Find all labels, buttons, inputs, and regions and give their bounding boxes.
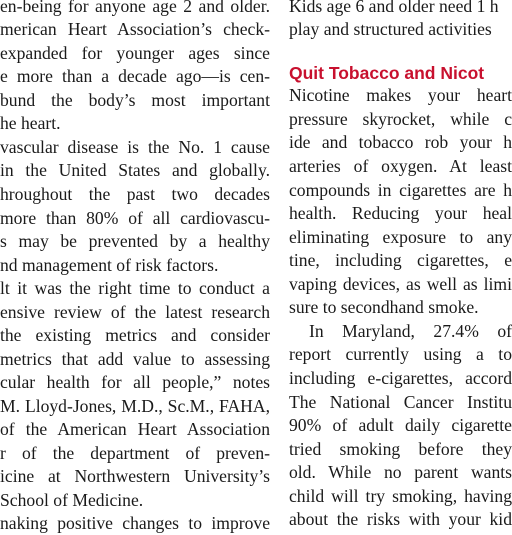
body-text-line: more than 80% of all cardiovascu- bbox=[0, 208, 270, 228]
body-text-line: merican Heart Association’s check- bbox=[0, 19, 270, 39]
body-text-line: tried smoking before they bbox=[289, 439, 512, 459]
body-text-line: en-being for anyone age 2 and older. bbox=[0, 0, 270, 16]
body-text-line: compounds in cigarettes are h bbox=[289, 180, 512, 200]
body-text-line: e more than a decade ago—is cen- bbox=[0, 66, 270, 86]
body-text-line: old. While no parent wants bbox=[289, 462, 512, 482]
body-text-line: vaping devices, as well as limi bbox=[289, 274, 512, 294]
body-text-line: in the United States and globally. bbox=[0, 160, 270, 180]
body-text-line: play and structured activities bbox=[289, 19, 492, 39]
body-text-line: ide and tobacco rob your h bbox=[289, 132, 512, 152]
body-text-line: the existing metrics and consider bbox=[0, 325, 270, 345]
body-text-line: cular health for all people,” notes bbox=[0, 372, 270, 392]
body-text-line: bund the body’s most important bbox=[0, 90, 270, 110]
body-text-line: sure to secondhand smoke. bbox=[289, 297, 479, 317]
body-text-line: eliminating exposure to any bbox=[289, 227, 512, 247]
body-text-line: naking positive changes to improve bbox=[0, 513, 270, 533]
body-text-line: child will try smoking, having bbox=[289, 486, 512, 506]
body-text-line: about the risks with your kid bbox=[289, 509, 512, 529]
body-text-line: hroughout the past two decades bbox=[0, 184, 270, 204]
body-text-line: pressure skyrocket, while c bbox=[289, 109, 512, 129]
body-text-line: arteries of oxygen. At least bbox=[289, 156, 512, 176]
body-text-line: lt it was the right time to conduct a bbox=[0, 278, 270, 298]
body-text-line: s may be prevented by a healthy bbox=[0, 231, 270, 251]
body-text-line: 90% of adult daily cigarette bbox=[289, 415, 512, 435]
body-text-line: tine, including cigarettes, e bbox=[289, 250, 512, 270]
body-text-line: r of the department of preven- bbox=[0, 443, 270, 463]
body-text-line: health. Reducing your heal bbox=[289, 203, 512, 223]
body-text-line: expanded for younger ages since bbox=[0, 43, 270, 63]
body-text-line: nd management of risk factors. bbox=[0, 255, 219, 275]
body-text-line: of the American Heart Association bbox=[0, 419, 270, 439]
body-text-line: icine at Northwestern University’s bbox=[0, 466, 270, 486]
body-text-line: M. Lloyd-Jones, M.D., Sc.M., FAHA, bbox=[0, 396, 270, 416]
body-text-line: including e-cigarettes, accord bbox=[289, 368, 512, 388]
body-text-line: metrics that add value to assessing bbox=[0, 349, 270, 369]
body-text-line: In Maryland, 27.4% of bbox=[309, 321, 512, 341]
body-text-line: vascular disease is the No. 1 cause bbox=[0, 137, 270, 157]
body-text-line: ensive review of the latest research bbox=[0, 302, 270, 322]
body-text-line: report currently using a to bbox=[289, 344, 512, 364]
body-text-line: he heart. bbox=[0, 113, 61, 133]
right-column bbox=[289, 0, 512, 529]
body-text-line: School of Medicine. bbox=[0, 490, 144, 510]
body-text-line: Kids age 6 and older need 1 h bbox=[289, 0, 499, 16]
section-heading: Quit Tobacco and Nicot bbox=[289, 63, 485, 83]
body-text-line: The National Cancer Institu bbox=[289, 392, 512, 412]
body-text-line: Nicotine makes your heart bbox=[289, 85, 512, 105]
